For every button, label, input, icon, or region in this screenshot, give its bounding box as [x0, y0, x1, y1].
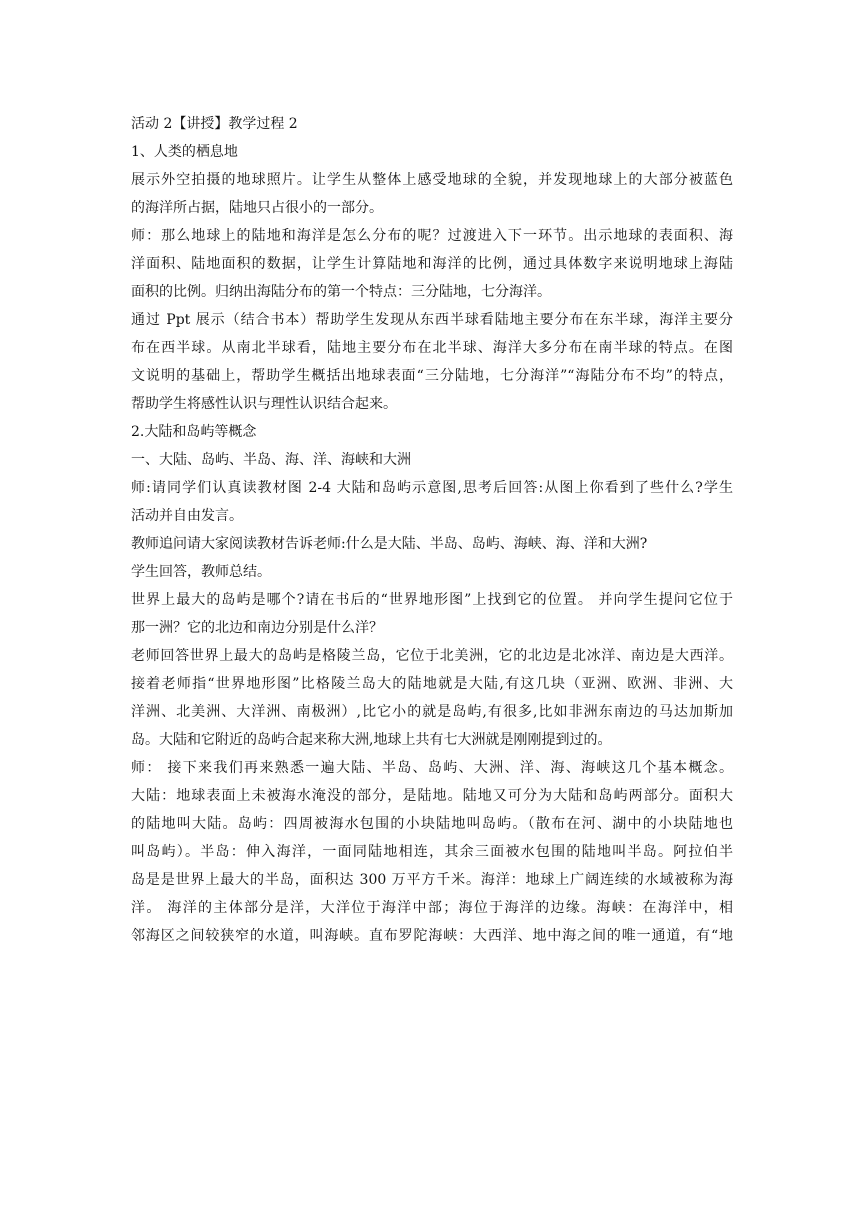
- paragraph-line: 帮助学生将感性认识与理性认识结合起来。: [131, 396, 397, 412]
- document-page: [131, 110, 733, 950]
- paragraph-line: 活动并自由发言。: [131, 508, 243, 524]
- paragraph-line: 的海洋所占据，陆地只占很小的一部分。: [131, 200, 383, 216]
- paragraph-line: 洋面积、陆地面积的数据，让学生计算陆地和海洋的比例，通过具体数字来说明地球上海陆: [131, 256, 733, 272]
- paragraph-line: 叫岛屿）。半岛：伸入海洋，一面同陆地相连，其余三面被水包围的陆地叫半岛。阿拉伯半: [131, 844, 733, 860]
- paragraph-line: 接着老师指“世界地形图”比格陵兰岛大的陆地就是大陆,有这几块（亚洲、欧洲、非洲、大: [131, 676, 733, 692]
- paragraph-line: 岛。大陆和它附近的岛屿合起来称大洲,地球上共有七大洲就是刚刚提到过的。: [131, 732, 612, 748]
- paragraph-line: 大陆：地球表面上未被海水淹没的部分，是陆地。陆地又可分为大陆和岛屿两部分。面积大: [131, 788, 733, 804]
- paragraph-line: 岛是是世界上最大的半岛，面积达 300 万平方千米。海洋：地球上广阔连续的水域被称为海: [131, 872, 733, 888]
- paragraph-line: 世界上最大的岛屿是哪个?请在书后的“世界地形图”上找到它的位置。 并向学生提问它位于: [131, 592, 733, 608]
- paragraph-line: 师:请同学们认真读教材图 2-4 大陆和岛屿示意图,思考后回答:从图上你看到了些什么?学生: [131, 480, 733, 496]
- paragraph-line: 文说明的基础上，帮助学生概括出地球表面“三分陆地，七分海洋”“海陆分布不均”的特点，: [131, 368, 733, 384]
- paragraph-line: 老师回答世界上最大的岛屿是格陵兰岛，它位于北美洲，它的北边是北冰洋、南边是大西洋。: [131, 648, 733, 664]
- paragraph-line: 洋洲、北美洲、大洋洲、南极洲）,比它小的就是岛屿,有很多,比如非洲东南边的马达加斯加: [131, 704, 733, 720]
- paragraph-line: 洋。 海洋的主体部分是洋，大洋位于海洋中部；海位于海洋的边缘。海峡：在海洋中，相: [131, 900, 733, 916]
- paragraph-line: 师：那么地球上的陆地和海洋是怎么分布的呢？过渡进入下一环节。出示地球的表面积、海: [131, 228, 733, 244]
- paragraph-line: 展示外空拍摄的地球照片。让学生从整体上感受地球的全貌，并发现地球上的大部分被蓝色: [131, 172, 733, 188]
- paragraph-line: 学生回答，教师总结。: [131, 564, 271, 580]
- heading-activity: 活动 2【讲授】教学过程 2: [131, 116, 298, 132]
- paragraph-line: 教师追问请大家阅读教材告诉老师:什么是大陆、半岛、岛屿、海峡、海、洋和大洲?: [131, 536, 648, 552]
- paragraph-line: 通过 Ppt 展示（结合书本）帮助学生发现从东西半球看陆地主要分布在东半球，海洋主要分: [131, 312, 733, 328]
- paragraph-line: 布在西半球。从南北半球看，陆地主要分布在北半球、海洋大多分布在南半球的特点。在图: [131, 340, 733, 356]
- paragraph-line: 的陆地叫大陆。岛屿：四周被海水包围的小块陆地叫岛屿。（散布在河、湖中的小块陆地也: [131, 816, 733, 832]
- paragraph-line: 面积的比例。归纳出海陆分布的第一个特点：三分陆地，七分海洋。: [131, 284, 551, 300]
- section-title-concepts: 2.大陆和岛屿等概念: [131, 424, 257, 440]
- subsection-title: 一、大陆、岛屿、半岛、海、洋、海峡和大洲: [131, 452, 411, 468]
- paragraph-line: 那一洲？它的北边和南边分别是什么洋？: [131, 620, 383, 636]
- paragraph-line: 师： 接下来我们再来熟悉一遍大陆、半岛、岛屿、大洲、洋、海、海峡这几个基本概念。: [131, 760, 733, 776]
- section-title-habitat: 1、人类的栖息地: [131, 144, 238, 160]
- paragraph-line: 邻海区之间较狭窄的水道，叫海峡。直布罗陀海峡：大西洋、地中海之间的唯一通道，有“地: [131, 928, 733, 944]
